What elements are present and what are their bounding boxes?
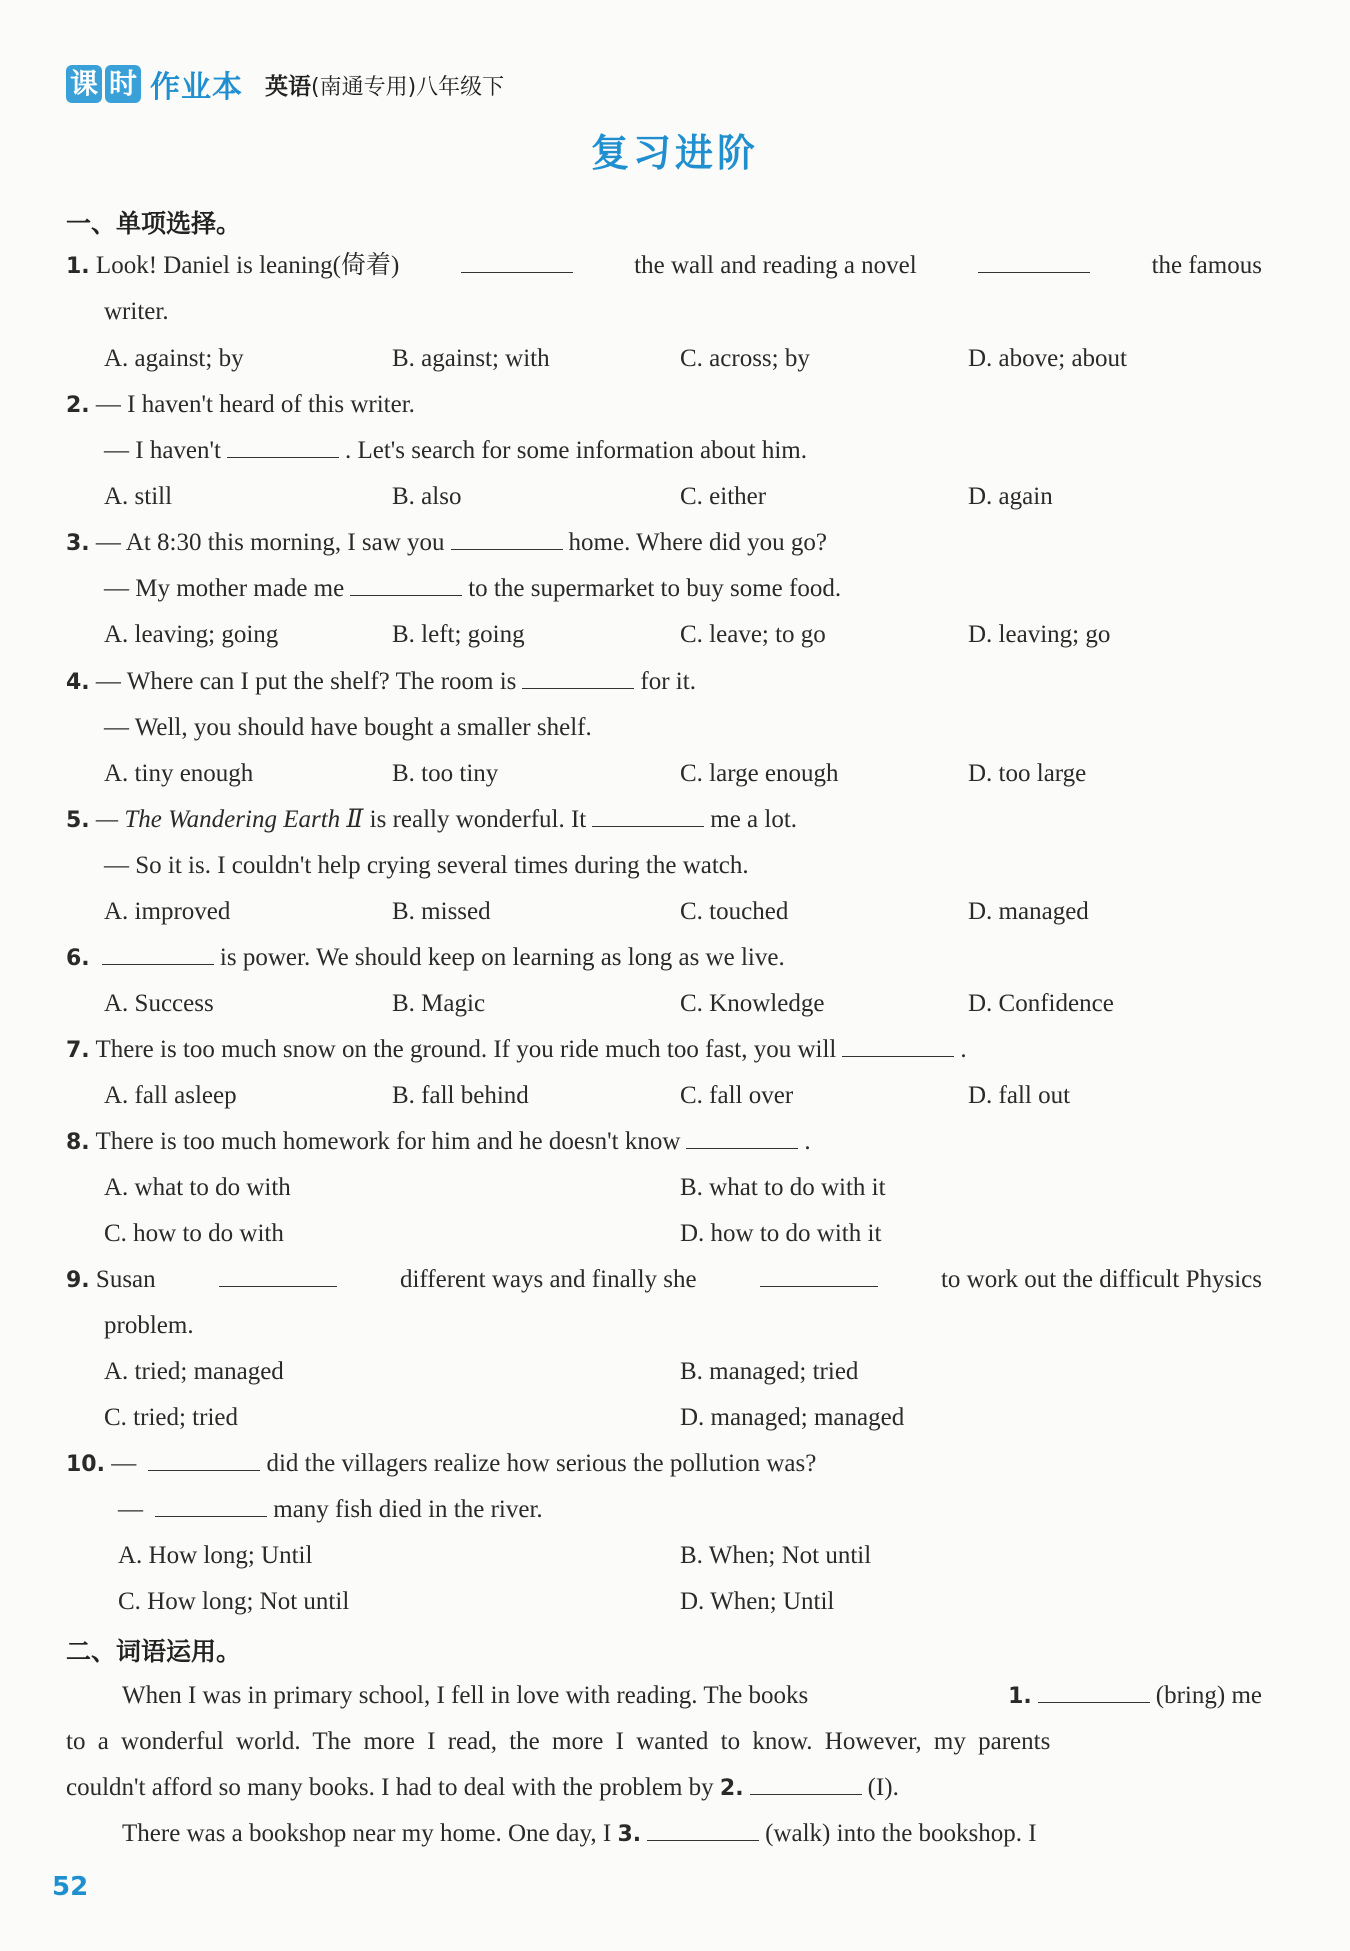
question-2-line-1 <box>66 389 415 422</box>
logo-char-2: 时 <box>105 65 141 103</box>
page-number: 52 <box>52 1872 89 1902</box>
option-d[interactable]: D. When; Until <box>680 1588 835 1615</box>
question-text: is power. We should keep on learning as long as we live. <box>219 944 785 971</box>
answer-blank[interactable] <box>148 1448 260 1471</box>
question-text: different ways and finally she <box>399 1266 697 1293</box>
answer-blank[interactable] <box>227 435 339 458</box>
passage-text: There was a bookshop near my home. One day, I <box>122 1820 612 1847</box>
question-text: — I haven't <box>104 437 221 464</box>
question-text: the wall and reading a novel <box>634 252 917 279</box>
answer-blank[interactable] <box>978 250 1090 273</box>
passage-line-2 <box>66 1726 1262 1758</box>
question-9-line-1 <box>66 1264 1262 1297</box>
question-number: 5. <box>66 808 90 833</box>
option-a[interactable]: A. leaving; going <box>104 621 279 648</box>
option-c[interactable]: C. How long; Not until <box>118 1588 350 1615</box>
question-5-line-2: — So it is. I couldn't help crying several times during the watch. <box>104 852 749 879</box>
passage-text: When I was in primary school, I fell in love with reading. The books <box>122 1682 809 1709</box>
passage-line-3 <box>66 1772 899 1805</box>
answer-blank[interactable] <box>155 1494 267 1517</box>
option-b[interactable]: B. too tiny <box>392 760 499 787</box>
option-b[interactable]: B. managed; tried <box>680 1358 859 1385</box>
question-text: — I haven't heard of this writer. <box>95 391 415 418</box>
answer-blank[interactable] <box>760 1264 878 1287</box>
option-d[interactable]: D. again <box>968 483 1053 510</box>
question-6-line-1 <box>66 942 785 975</box>
question-text: the famous <box>1151 252 1262 279</box>
question-text: many fish died in the river. <box>273 1496 543 1523</box>
option-a[interactable]: A. How long; Until <box>118 1542 313 1569</box>
question-text: — My mother made me <box>104 575 345 602</box>
blank-number: 1. <box>1008 1684 1032 1709</box>
question-number: 4. <box>66 670 90 695</box>
page-title: 复习进阶 <box>590 131 759 175</box>
question-text: — Where can I put the shelf? The room is <box>95 668 517 695</box>
option-a[interactable]: A. tried; managed <box>104 1358 284 1385</box>
option-d[interactable]: D. fall out <box>968 1082 1071 1109</box>
answer-blank[interactable] <box>219 1264 337 1287</box>
question-text: to work out the difficult Physics <box>940 1266 1262 1293</box>
passage-text: (walk) into the bookshop. I <box>765 1820 1037 1847</box>
option-c[interactable]: C. Knowledge <box>680 990 825 1017</box>
option-a[interactable]: A. what to do with <box>104 1174 291 1201</box>
question-1-line-1 <box>66 250 1262 283</box>
question-text: There is too much snow on the ground. If you ride much too fast, you will <box>95 1036 837 1063</box>
option-a[interactable]: A. tiny enough <box>104 760 254 787</box>
passage-line-1 <box>122 1680 1262 1713</box>
question-text: did the villagers realize how serious the pollution was? <box>266 1450 817 1477</box>
question-number: 2. <box>66 393 90 418</box>
passage-line-4 <box>122 1818 1262 1851</box>
option-d[interactable]: D. above; about <box>968 345 1127 372</box>
question-text: for it. <box>640 668 696 695</box>
option-d[interactable]: D. Confidence <box>968 990 1114 1017</box>
question-10-line-1: 10. — did the villagers realize how serious the pollution was? <box>66 1450 817 1477</box>
answer-blank[interactable] <box>350 573 462 596</box>
question-7-line-1: 7. There is too much snow on the ground. If you ride much too fast, you will . <box>66 1036 967 1063</box>
question-number: 10. <box>66 1452 105 1477</box>
option-d[interactable]: D. managed; managed <box>680 1404 905 1431</box>
passage-text: (I). <box>867 1774 899 1801</box>
question-2-line-2 <box>104 435 807 467</box>
logo <box>66 62 243 106</box>
option-d[interactable]: D. too large <box>968 760 1087 787</box>
option-b[interactable]: B. left; going <box>392 621 525 648</box>
option-a[interactable]: A. fall asleep <box>104 1082 237 1109</box>
question-number: 9. <box>66 1268 90 1293</box>
question-10-line-2: — many fish died in the river. <box>118 1496 543 1523</box>
passage-text: couldn't afford so many books. I had to deal with the problem by <box>66 1774 714 1801</box>
answer-blank[interactable] <box>686 1126 798 1149</box>
question-text: Susan <box>95 1266 156 1293</box>
option-d[interactable]: D. leaving; go <box>968 621 1111 648</box>
answer-blank[interactable] <box>102 942 214 965</box>
question-3-line-2 <box>104 573 841 605</box>
question-text: home. Where did you go? <box>568 529 828 556</box>
option-a[interactable]: A. against; by <box>104 345 244 372</box>
question-4-line-1 <box>66 666 696 699</box>
section-heading-1: 一、单项选择。 <box>66 209 242 238</box>
question-number: 3. <box>66 531 90 556</box>
question-4-line-2: — Well, you should have bought a smaller shelf. <box>104 714 592 741</box>
question-text: . Let's search for some information about him. <box>344 437 807 464</box>
question-1-line-2: writer. <box>104 298 169 325</box>
question-text: There is too much homework for him and he doesn't know <box>95 1128 681 1155</box>
question-text: — At 8:30 this morning, I saw you <box>95 529 445 556</box>
answer-blank[interactable] <box>842 1034 954 1057</box>
option-c[interactable]: C. across; by <box>680 345 810 372</box>
answer-blank[interactable] <box>592 804 704 827</box>
question-3-line-1 <box>66 527 827 560</box>
option-a[interactable]: A. improved <box>104 898 231 925</box>
option-b[interactable]: B. When; Not until <box>680 1542 872 1569</box>
option-d[interactable]: D. managed <box>968 898 1089 925</box>
option-a[interactable]: A. Success <box>104 990 214 1017</box>
book-info <box>265 68 504 101</box>
blank-number: 2. <box>719 1776 744 1801</box>
logo-text: 作业本 <box>150 70 243 105</box>
question-text: Look! Daniel is leaning(倚着) <box>95 252 400 279</box>
question-text: to the supermarket to buy some food. <box>468 575 842 602</box>
answer-blank[interactable] <box>750 1772 862 1795</box>
option-a[interactable]: A. still <box>104 483 173 510</box>
option-c[interactable]: C. either <box>680 483 767 510</box>
answer-blank[interactable] <box>522 666 634 689</box>
answer-blank[interactable] <box>1038 1680 1150 1703</box>
option-c[interactable]: C. touched <box>680 898 789 925</box>
option-d[interactable]: D. how to do with it <box>680 1220 882 1247</box>
edition: (南通专用)八年级下 <box>311 74 505 100</box>
section-heading-2: 二、词语运用。 <box>66 1637 242 1666</box>
logo-char-1: 课 <box>66 65 102 103</box>
question-text: me a lot. <box>710 806 798 833</box>
question-9-line-2: problem. <box>104 1312 194 1339</box>
question-number: 8. <box>66 1130 90 1155</box>
option-c[interactable]: C. tried; tried <box>104 1404 238 1431</box>
passage-text: (bring) me <box>1155 1682 1262 1709</box>
passage-text: to a wonderful world. The more I read, the more I wanted to know. However, my parents <box>66 1728 1051 1755</box>
option-b[interactable]: B. against; with <box>392 345 550 372</box>
question-number: 1. <box>66 254 90 279</box>
question-number: 6. <box>66 946 90 971</box>
option-b[interactable]: B. what to do with it <box>680 1174 886 1201</box>
blank-number: 3. <box>617 1822 642 1847</box>
answer-blank[interactable] <box>461 250 573 273</box>
question-text: is really wonderful. It <box>369 806 587 833</box>
question-5-line-1 <box>66 804 797 837</box>
question-8-line-1: 8. There is too much homework for him and he doesn't know . <box>66 1128 811 1155</box>
option-b[interactable]: B. missed <box>392 898 491 925</box>
option-c[interactable]: C. leave; to go <box>680 621 826 648</box>
option-c[interactable]: C. large enough <box>680 760 839 787</box>
subject: 英语 <box>265 73 311 100</box>
option-b[interactable]: B. Magic <box>392 990 486 1017</box>
option-b[interactable]: B. also <box>392 483 462 510</box>
header <box>66 62 504 106</box>
option-c[interactable]: C. how to do with <box>104 1220 284 1247</box>
option-c[interactable]: C. fall over <box>680 1082 794 1109</box>
answer-blank[interactable] <box>647 1818 759 1841</box>
movie-title: — The Wandering Earth Ⅱ <box>95 806 364 833</box>
answer-blank[interactable] <box>451 527 563 550</box>
option-b[interactable]: B. fall behind <box>392 1082 529 1109</box>
question-number: 7. <box>66 1038 90 1063</box>
